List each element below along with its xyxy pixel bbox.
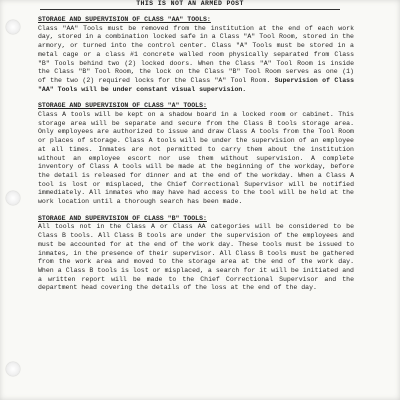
page-header: THIS IS NOT AN ARMED POST (40, 0, 340, 10)
document-body (38, 16, 354, 301)
section-body: Class A tools will be kept on a shadow board in a locked room or cabinet. This storage area will be separate and secure from the Class B tools storage area. Only employees are authorized to issue and draw Class A tools from the Tool Room or places of storage. Class A tools will be under the supervision of an employee at all times. Inmates are not permitted to carry them about the institution without an employee escort nor use them without supervision. A complete inventory of Class A tools will be made at the beginning of the workday, before the detail is released for dinner and at the end of the workday. When a Class A tool is lost or misplaced, the Chief Correctional Supervisor will be notified immediately. All inmates who may have had access to the tool will be held at the work location until a thorough search has been made. (38, 111, 354, 206)
section-class-a (38, 102, 354, 206)
section-body: Class "AA" Tools must be removed from the institution at the end of each work day, stored in a combination locked safe in a Class "A" Tool Room, stored in the armory, or turned into the control center. Class "A" Tools must be stored in a metal cage or a class #1 concrete walled room physically separated from Class "B" Tools behind two (2) locked doors. When the Class "A" Tool Room is inside the Class "B" Tool Room, the lock on the Class "B" Tool Room serves as one (1) of the two (2) required locks for the Class "A" Tool Room. (38, 24, 354, 84)
punch-hole (6, 362, 20, 376)
section-title: STORAGE AND SUPERVISION OF CLASS "A" TOOLS: (38, 102, 207, 110)
section-title: STORAGE AND SUPERVISION OF CLASS "AA" TOOLS: (38, 16, 211, 23)
punch-hole (6, 20, 20, 34)
section-body: All tools not in the Class A or Class AA categories will be considered to be Class B tools. All Class B tools are under the supervision of the employees and must be accounted for at the end of the work day. These tools must be issued to inmates, in the presence of their supervisor. All Class B tools must be gathered from the work area and moved to the storage area at the end of the work day. When a Class B tools is lost or misplaced, a search for it will be initiated and a written report will be made to the Chief Correctional Supervisor and the department head covering the details of the loss at the end of the day. (38, 223, 354, 292)
punch-hole (6, 191, 20, 205)
section-emphasis: Supervision of Class "AA" Tools will be under constant visual supervision. (38, 76, 355, 93)
section-title: STORAGE AND SUPERVISION OF CLASS "B" TOOLS: (38, 214, 207, 222)
section-class-aa (38, 16, 354, 94)
section-class-b (38, 215, 354, 293)
